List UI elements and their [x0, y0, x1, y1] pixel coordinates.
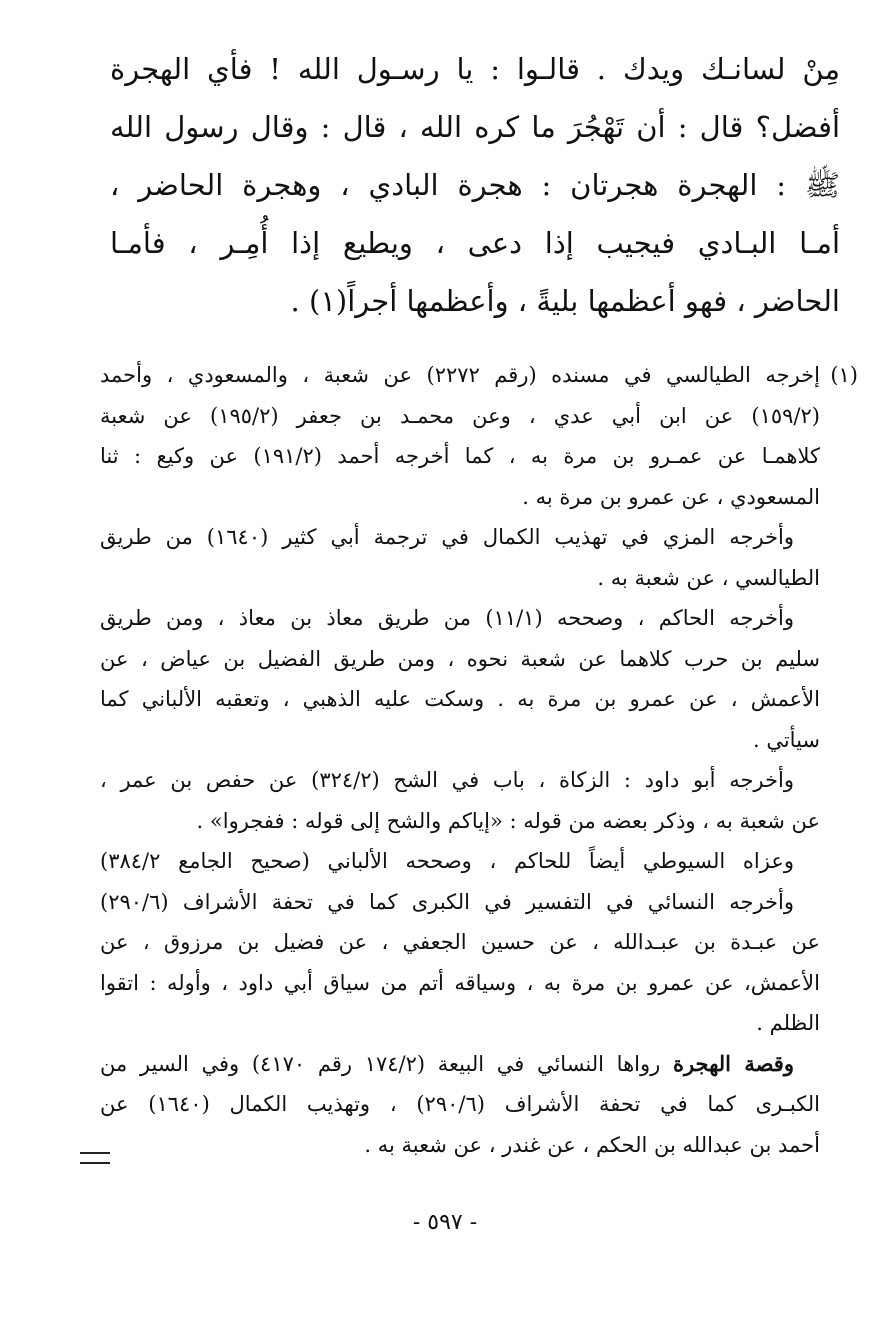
footnote-line: سيأتي .: [752, 727, 820, 752]
footnote-line: إخرجه الطيالسي في مسنده (رقم ٢٢٧٢) عن شعبة ، والمسعودي ، وأحمد: [100, 363, 820, 387]
main-text-line: ﷺ : الهجرة هجرتان : هجرة البادي ، وهجرة الحاضر ،: [110, 168, 840, 202]
footnotes-block: [100, 355, 858, 1165]
footnote-line-rest: رواها النسائي في البيعة (١٧٤/٢ رقم ٤١٧٠) وفي السير من: [100, 1051, 673, 1076]
footnote-line: المسعودي ، عن عمرو بن مرة به .: [522, 484, 820, 509]
footnote-line: الكبـرى كما في تحفة الأشراف (٢٩٠/٦) ، وتهذيب الكمال (١٦٤٠) عن: [100, 1092, 820, 1116]
footnote-line: الأعمش ، عن عمرو بن مرة به . وسكت عليه الذهبي ، وتعقبه الألباني كما: [100, 687, 820, 711]
footnote-line: الأعمش، عن عمرو بن مرة به ، وسياقه أتم من سياق أبي داود ، وأوله : اتقوا: [100, 970, 820, 995]
footnote-paragraph: [100, 598, 820, 760]
footnote-line: وأخرجه الحاكم ، وصححه (١١/١) من طريق معاذ بن معاذ ، ومن طريق: [100, 606, 795, 630]
main-text-block: [110, 40, 840, 330]
footnote-line: الظلم .: [756, 1011, 820, 1035]
continuation-mark: [80, 1152, 110, 1164]
footnote-line: [100, 1044, 820, 1085]
footnote-paragraph: [100, 517, 820, 598]
footnote-line: كلاهمـا عن عمـرو بن مرة به ، كما أخرجه أحمد (١٩١/٢) عن وكيع : ثنا: [100, 444, 820, 468]
footnote-paragraph: [100, 760, 820, 841]
footnote-line: أحمد بن عبدالله بن الحكم ، عن غندر ، عن شعبة به .: [364, 1132, 820, 1157]
footnote-line: عن عبـدة بن عبـدالله ، عن حسين الجعفي ، عن فضيل بن مرزوق ، عن: [100, 930, 820, 954]
footnote-line: وأخرجه المزي في تهذيب الكمال في ترجمة أبي كثير (١٦٤٠) من طريق: [100, 525, 794, 549]
footnote-paragraph: [100, 841, 820, 882]
footnote-paragraph: [100, 882, 820, 1044]
main-text-line: أفضل؟ قال : أن تَهْجُرَ ما كره الله ، قال : وقال رسول الله: [110, 110, 840, 144]
footnote-paragraph: [100, 355, 820, 517]
page-number: - ٥٩٧ -: [412, 1210, 478, 1235]
main-text-line: أمـا البـادي فيجيب إذا دعى ، ويطيع إذا أُمِـر ، فأمـا: [110, 226, 840, 260]
footnote-line: عن شعبة به ، وذكر بعضه من قوله : «إياكم والشح إلى قوله : ففجروا» .: [196, 808, 820, 833]
footnote-line: (١٥٩/٢) عن ابن أبي عدي ، وعن محمـد بن جعفر (١٩٥/٢) عن شعبة: [100, 403, 820, 428]
main-text-line: مِنْ لسانـك ويدك . قالـوا : يا رسـول الله ! فأي الهجرة: [110, 52, 840, 86]
footnote-number: (١): [830, 363, 858, 387]
footnote-line: الطيالسي ، عن شعبة به .: [597, 565, 820, 590]
footnote-line: وعزاه السيوطي أيضاً للحاكم ، وصححه الألباني (صحيح الجامع ٣٨٤/٢): [100, 849, 794, 873]
footnote-line: وأخرجه النسائي في التفسير في الكبرى كما في تحفة الأشراف (٢٩٠/٦): [100, 889, 794, 914]
main-text-line: الحاضر ، فهو أعظمها بليةً ، وأعظمها أجراً(١) .: [290, 284, 840, 318]
footnote-line: سليم بن حرب كلاهما عن شعبة نحوه ، ومن طريق الفضيل بن عياض ، عن: [100, 646, 820, 671]
footnote-line: وأخرجه أبو داود : الزكاة ، باب في الشح (٣٢٤/٢) عن حفص بن عمر ،: [100, 768, 794, 792]
bold-lead-text: وقصة الهجرة: [672, 1050, 794, 1076]
footnote-paragraph: [100, 1044, 820, 1166]
